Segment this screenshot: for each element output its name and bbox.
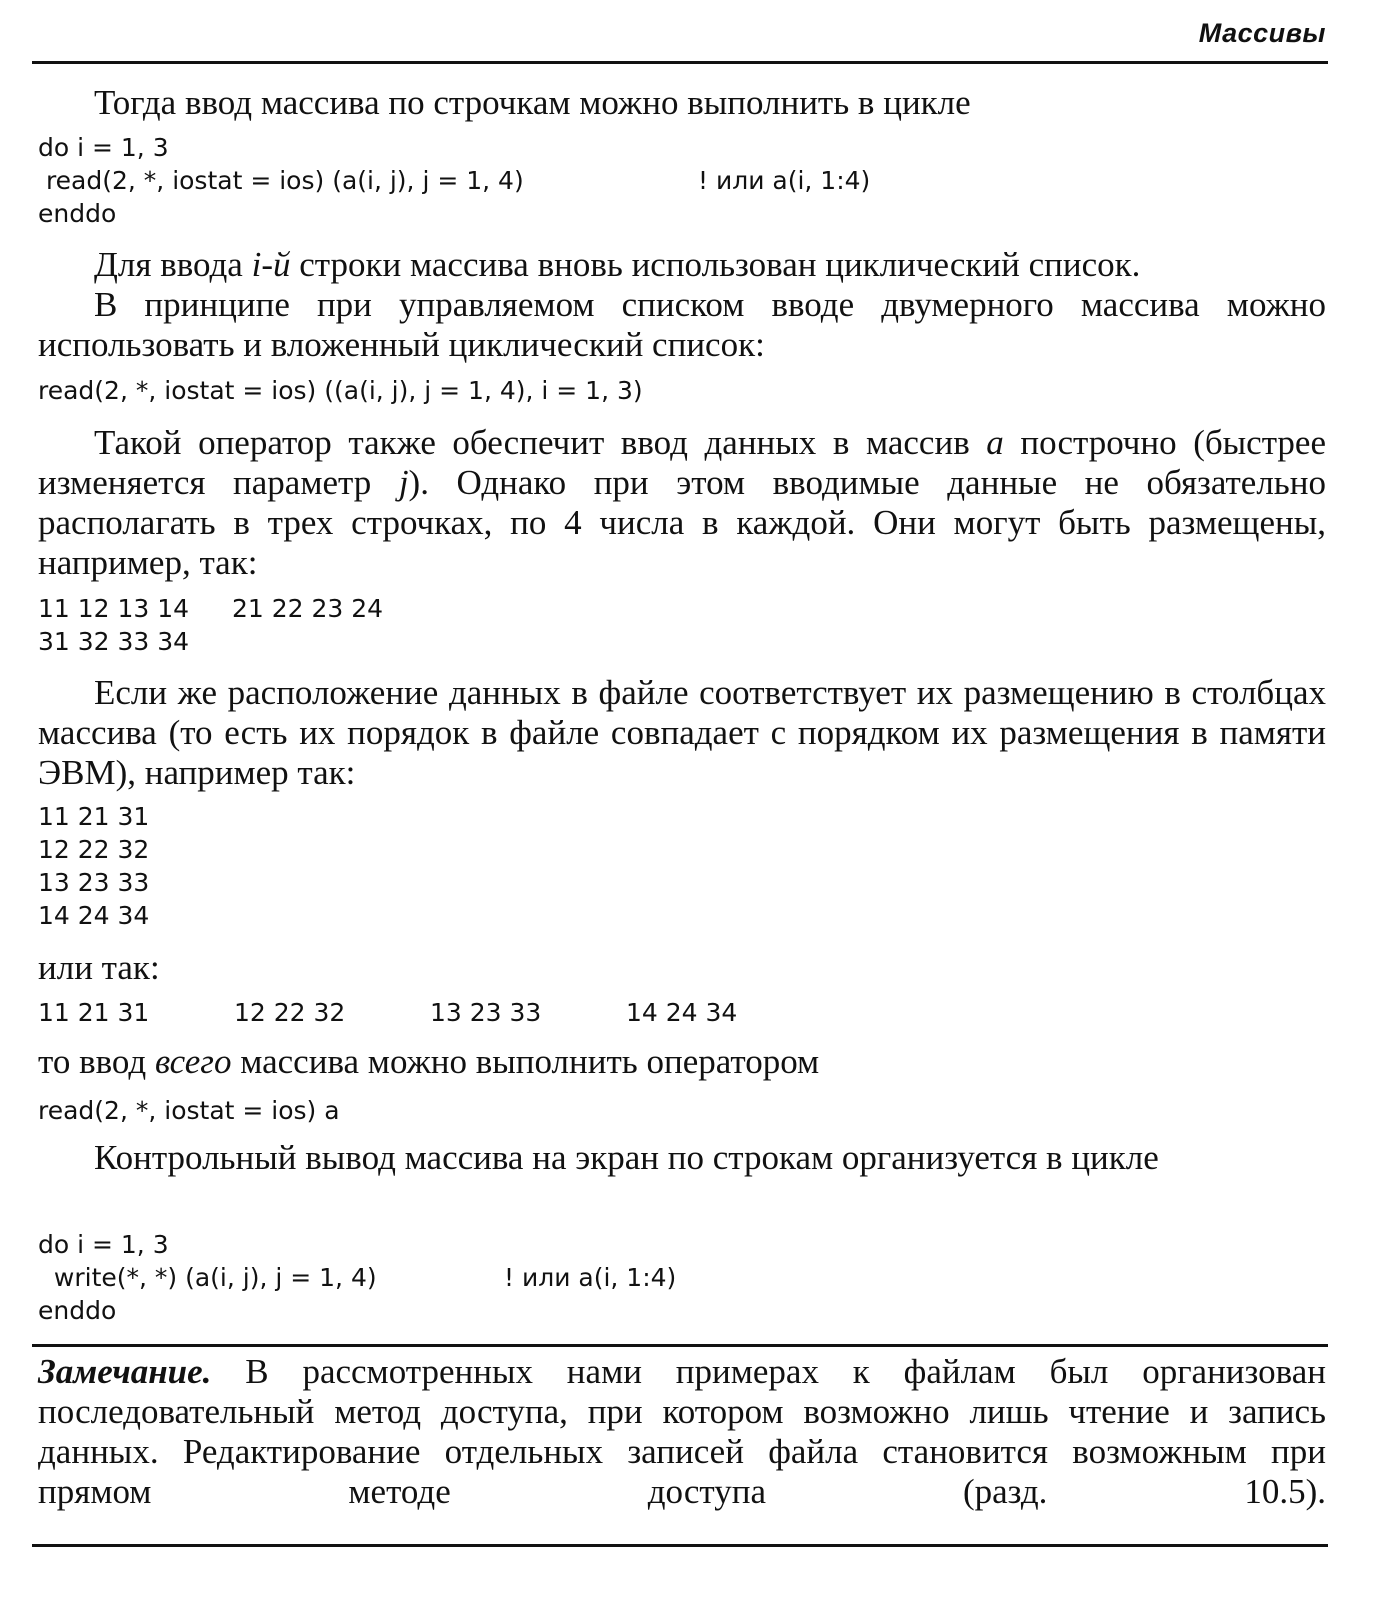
text-run: массива можно выполнить оператором [231, 1042, 820, 1081]
emphasis: j [398, 463, 409, 502]
data-line: 12 22 32 [38, 835, 150, 864]
data-group: 14 24 34 [626, 998, 738, 1027]
data-line: 13 23 33 [38, 868, 150, 897]
text-run: ). Однако при этом вводимые данные не обязательно располагать в трех строчках, по 4 числа в каждой. Они могут быть размещены, например, так: [38, 463, 1326, 582]
paragraph-4 [38, 423, 1326, 583]
data-example-columns [38, 800, 1326, 932]
note-bottom-rule [32, 1544, 1328, 1547]
note-text [38, 1352, 1326, 1512]
code-line: do i = 1, 3 [38, 1230, 169, 1259]
header-rule [32, 61, 1328, 64]
code-line: enddo [38, 199, 117, 228]
text-run: Такой оператор также обеспечит ввод данных в массив [94, 423, 987, 462]
code-block-3 [38, 1094, 1326, 1127]
emphasis: a [986, 423, 1004, 462]
paragraph-5 [38, 673, 1326, 793]
data-group: 11 12 13 14 [38, 594, 190, 623]
text-run: то ввод [38, 1042, 155, 1081]
code-statement: write(*, *) (a(i, j), j = 1, 4) [38, 1263, 377, 1292]
data-group: 21 22 23 24 [232, 594, 384, 623]
code-comment: ! или a(i, 1:4) [504, 1263, 677, 1292]
paragraph-2 [38, 245, 1326, 285]
data-group: 13 23 33 [430, 998, 542, 1027]
emphasis: i-й [251, 245, 291, 284]
paragraph-text: или так: [38, 948, 160, 987]
code-line: read(2, *, iostat = ios) ((a(i, j), j = 1, 4), i = 1, 3) [38, 376, 643, 405]
paragraph-text: Если же расположение данных в файле соответствует их размещению в столбцах массива (то есть их порядок в файле совпадает с порядком их размещения в памяти ЭВМ), например так: [38, 673, 1326, 792]
paragraph-8 [38, 1138, 1326, 1178]
text-run: строки массива вновь использован циклический список. [290, 245, 1141, 284]
code-block-4 [38, 1228, 1326, 1327]
code-statement: read(2, *, iostat = ios) (a(i, j), j = 1, 4) [38, 166, 524, 195]
data-group: 11 21 31 [38, 998, 150, 1027]
emphasis: всего [154, 1042, 232, 1081]
data-group: 12 22 32 [234, 998, 346, 1027]
data-line: 31 32 33 34 [38, 627, 190, 656]
paragraph-1 [38, 83, 1326, 123]
paragraph-text: В принципе при управляемом списком вводе двумерного массива можно использовать и вложенный циклический список: [38, 285, 1326, 364]
code-comment: ! или a(i, 1:4) [698, 166, 871, 195]
code-block-1 [38, 131, 1326, 230]
code-line: enddo [38, 1296, 117, 1325]
paragraph-7 [38, 1042, 1326, 1082]
data-line [38, 592, 1326, 625]
code-line [38, 164, 1326, 197]
data-line: 14 24 34 [38, 901, 150, 930]
paragraph-6 [38, 948, 1326, 988]
note-top-rule [32, 1344, 1328, 1347]
book-page [38, 0, 1326, 1600]
text-run: построчно (быстрее изменяется параметр [38, 423, 1326, 502]
code-line: do i = 1, 3 [38, 133, 169, 162]
note-body: В рассмотренных нами примерах к файлам был организован последовательный метод доступа, при котором возможно лишь чтение и запись данных. Редактирование отдельных записей файла становится возможным при прямом методе доступа (разд. 10.5). [38, 1352, 1326, 1511]
data-example-rows [38, 592, 1326, 658]
paragraph-text: Тогда ввод массива по строчкам можно выполнить в цикле [94, 83, 971, 122]
paragraph-text [38, 423, 1326, 583]
paragraph-text [38, 1042, 1326, 1082]
note-heading: Замечание. [38, 1352, 212, 1391]
paragraph-text: Контрольный вывод массива на экран по строкам организуется в цикле [94, 1138, 1159, 1177]
code-block-2 [38, 374, 1326, 407]
code-line [38, 1261, 1326, 1294]
code-line: read(2, *, iostat = ios) a [38, 1096, 340, 1125]
paragraph-text [38, 245, 1326, 285]
paragraph-3 [38, 285, 1326, 365]
data-line: 11 21 31 [38, 802, 150, 831]
text-run: Для ввода [94, 245, 252, 284]
note-box [38, 1352, 1326, 1512]
running-head: Массивы [1198, 18, 1326, 48]
